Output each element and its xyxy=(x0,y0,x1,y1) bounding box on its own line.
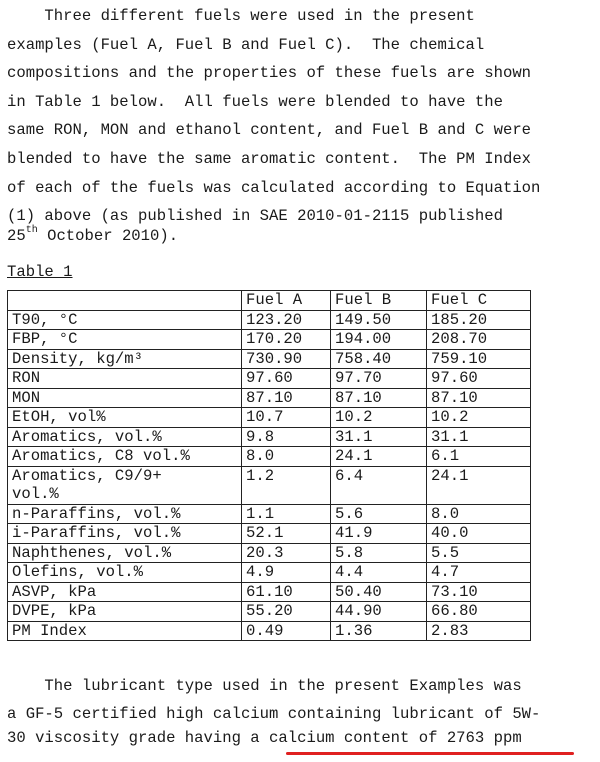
table-caption: Table 1 xyxy=(7,263,73,281)
highlighted-text: calcium content of 2763 ppm xyxy=(269,729,522,747)
value-cell: 44.90 xyxy=(331,602,427,622)
value-cell: 97.60 xyxy=(427,369,531,389)
table-header-cell: Fuel B xyxy=(331,291,427,311)
value-cell: 758.40 xyxy=(331,349,427,369)
value-cell: 55.20 xyxy=(242,602,331,622)
table-row xyxy=(8,543,531,563)
table-row xyxy=(8,427,531,447)
row-label-cell: DVPE, kPa xyxy=(8,602,242,622)
value-cell: 8.0 xyxy=(427,504,531,524)
value-cell: 97.70 xyxy=(331,369,427,389)
value-cell: 4.9 xyxy=(242,563,331,583)
value-cell: 52.1 xyxy=(242,524,331,544)
paragraph-line: compositions and the properties of these fuels are shown xyxy=(7,64,532,83)
value-cell: 40.0 xyxy=(427,524,531,544)
paragraph-line: blended to have the same aromatic content. The PM Index xyxy=(7,150,532,168)
red-underline-annotation xyxy=(286,752,574,755)
paragraph-line: Three different fuels were used in the present xyxy=(7,7,475,25)
value-cell: 8.0 xyxy=(242,447,331,467)
paragraph-line: of each of the fuels was calculated according to Equation xyxy=(7,178,541,197)
value-cell: 31.1 xyxy=(427,427,531,447)
value-cell: 1.36 xyxy=(331,621,427,641)
table-row xyxy=(8,582,531,602)
table-row xyxy=(8,330,531,350)
row-label-cell: Naphthenes, vol.% xyxy=(8,543,242,563)
table-row xyxy=(8,388,531,408)
value-cell: 10.2 xyxy=(427,408,531,428)
table-header-cell: Fuel C xyxy=(427,291,531,311)
value-cell: 0.49 xyxy=(242,621,331,641)
value-cell: 5.6 xyxy=(331,504,427,524)
row-label-cell: T90, °C xyxy=(8,310,242,330)
value-cell: 2.83 xyxy=(427,621,531,641)
table-row xyxy=(8,310,531,330)
table-row xyxy=(8,602,531,622)
value-cell: 4.7 xyxy=(427,563,531,583)
row-label-cell: EtOH, vol% xyxy=(8,408,242,428)
paragraph-line: 25th October 2010). xyxy=(7,225,179,245)
table-row xyxy=(8,621,531,641)
paragraph-line: in Table 1 below. All fuels were blended to have the xyxy=(7,92,503,111)
table-row xyxy=(8,408,531,428)
table-header-cell: Fuel A xyxy=(242,291,331,311)
table-row xyxy=(8,524,531,544)
value-cell: 50.40 xyxy=(331,582,427,602)
value-cell: 170.20 xyxy=(242,330,331,350)
value-cell: 5.8 xyxy=(331,543,427,563)
value-cell: 66.80 xyxy=(427,602,531,622)
row-label-cell: ASVP, kPa xyxy=(8,582,242,602)
value-cell: 194.00 xyxy=(331,330,427,350)
value-cell: 61.10 xyxy=(242,582,331,602)
paragraph-line: (1) above (as published in SAE 2010-01-2115 published xyxy=(7,207,503,226)
row-label-cell: Olefins, vol.% xyxy=(8,563,242,583)
value-cell: 24.1 xyxy=(427,466,531,504)
value-cell: 185.20 xyxy=(427,310,531,330)
row-label-cell: PM Index xyxy=(8,621,242,641)
value-cell: 9.8 xyxy=(242,427,331,447)
value-cell: 208.70 xyxy=(427,330,531,350)
paragraph-line: same RON, MON and ethanol content, and Fuel B and C were xyxy=(7,121,532,140)
row-label-cell: i-Paraffins, vol.% xyxy=(8,524,242,544)
value-cell: 1.2 xyxy=(242,466,331,504)
value-cell: 4.4 xyxy=(331,563,427,583)
value-cell: 97.60 xyxy=(242,369,331,389)
table-row xyxy=(8,447,531,467)
table-row xyxy=(8,369,531,389)
value-cell: 123.20 xyxy=(242,310,331,330)
table-header-cell xyxy=(8,291,242,311)
table-body xyxy=(8,310,531,641)
row-label-cell: Density, kg/m³ xyxy=(8,349,242,369)
value-cell: 759.10 xyxy=(427,349,531,369)
value-cell: 5.5 xyxy=(427,543,531,563)
paragraph-line: examples (Fuel A, Fuel B and Fuel C). The chemical xyxy=(7,35,485,54)
value-cell: 87.10 xyxy=(242,388,331,408)
table-row xyxy=(8,504,531,524)
value-cell: 10.7 xyxy=(242,408,331,428)
value-cell: 6.1 xyxy=(427,447,531,467)
value-cell: 10.2 xyxy=(331,408,427,428)
value-cell: 87.10 xyxy=(427,388,531,408)
paragraph-line: The lubricant type used in the present Examples was xyxy=(7,677,522,695)
fuel-properties-table xyxy=(7,290,531,641)
row-label-cell: n-Paraffins, vol.% xyxy=(8,504,242,524)
value-cell: 6.4 xyxy=(331,466,427,504)
paragraph-line: a GF-5 certified high calcium containing lubricant of 5W- xyxy=(7,705,541,723)
value-cell: 1.1 xyxy=(242,504,331,524)
row-label-cell: RON xyxy=(8,369,242,389)
table-row xyxy=(8,563,531,583)
row-label-cell: MON xyxy=(8,388,242,408)
table-row xyxy=(8,349,531,369)
table-row xyxy=(8,466,531,504)
value-cell: 87.10 xyxy=(331,388,427,408)
table-header-row xyxy=(8,291,531,311)
value-cell: 31.1 xyxy=(331,427,427,447)
row-label-cell: FBP, °C xyxy=(8,330,242,350)
paragraph-line: 30 viscosity grade having a calcium content of 2763 ppm xyxy=(7,729,522,747)
row-label-cell: Aromatics, C8 vol.% xyxy=(8,447,242,467)
value-cell: 20.3 xyxy=(242,543,331,563)
value-cell: 41.9 xyxy=(331,524,427,544)
value-cell: 730.90 xyxy=(242,349,331,369)
row-label-cell: Aromatics, C9/9+ vol.% xyxy=(8,466,242,504)
value-cell: 73.10 xyxy=(427,582,531,602)
value-cell: 149.50 xyxy=(331,310,427,330)
value-cell: 24.1 xyxy=(331,447,427,467)
row-label-cell: Aromatics, vol.% xyxy=(8,427,242,447)
